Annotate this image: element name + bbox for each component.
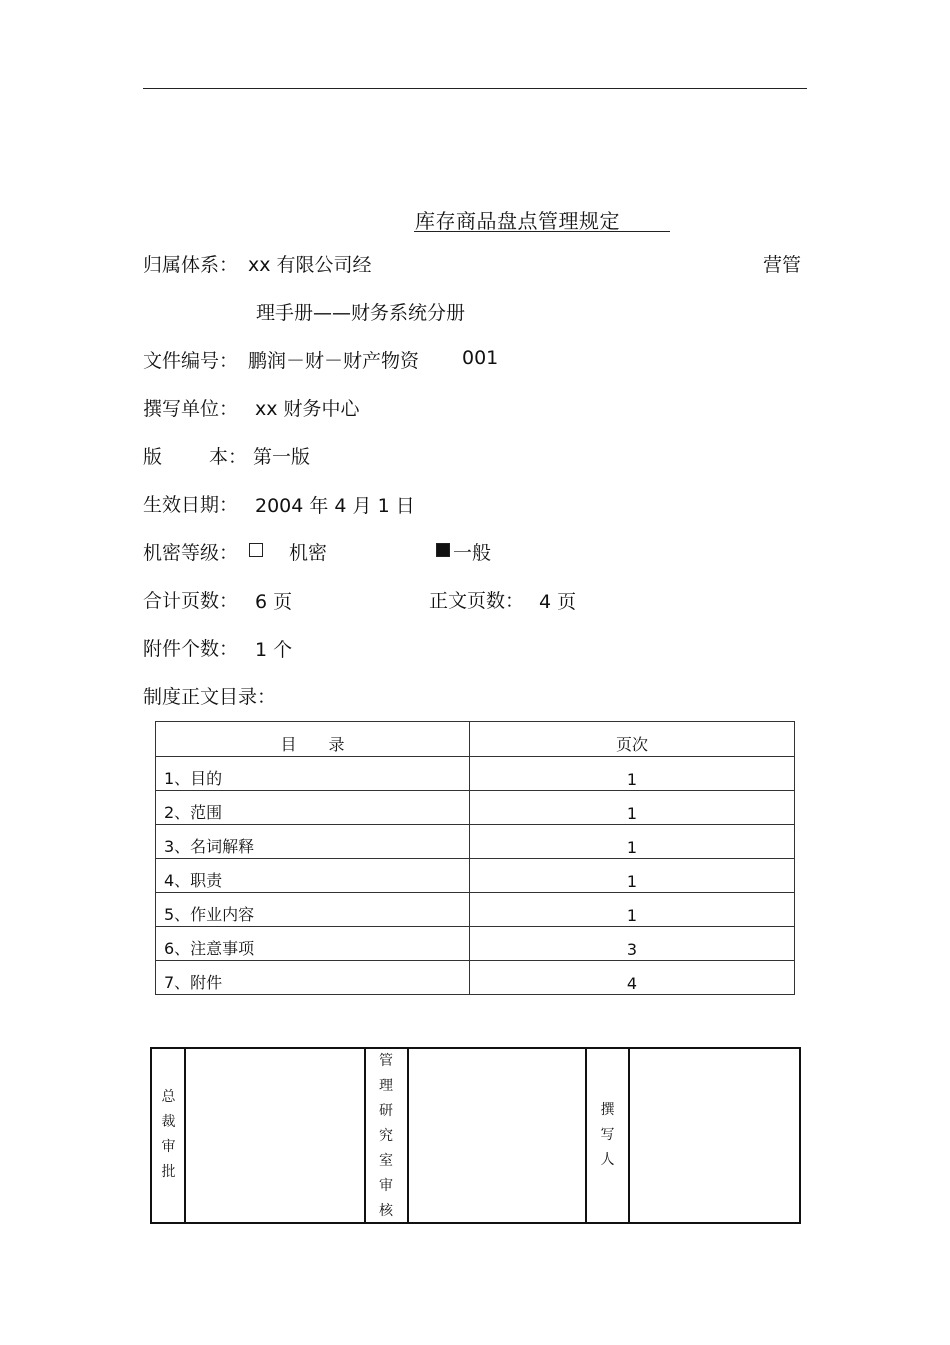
header-rule (143, 88, 807, 89)
system-value-a: xx 有限公司经 (248, 254, 372, 276)
doc-no-value: 鹏润－财－财产物资 (248, 350, 420, 372)
security-opt2: 一般 (453, 542, 492, 564)
toc-item: 4、职责 (156, 859, 470, 893)
system-value-c: 理手册——财务系统分册 (256, 302, 466, 324)
toc-header-item: 目 录 (156, 722, 470, 757)
system-label: 归属体系： (143, 254, 239, 276)
toc-item: 6、注意事项 (156, 927, 470, 961)
doc-no-suffix: 001 (462, 347, 499, 369)
effective-value: 2004 年 4 月 1 日 (255, 495, 415, 517)
security-label: 机密等级： (143, 542, 239, 564)
writer-label: 撰 写 人 (600, 1102, 615, 1168)
version-label-a: 版 (143, 446, 163, 468)
toc-page: 4 (470, 961, 795, 995)
toc-page: 3 (470, 927, 795, 961)
approval-table (150, 1047, 801, 1224)
system-value-b: 营管 (763, 254, 802, 276)
president-approval-label: 总 裁 审 批 (161, 1089, 176, 1180)
toc-page: 1 (470, 859, 795, 893)
total-pages-label: 合计页数： (143, 590, 239, 612)
toc-item: 2、范围 (156, 791, 470, 825)
toc-header-row (156, 722, 795, 757)
author-unit-label: 撰写单位： (143, 398, 239, 420)
doc-no-label: 文件编号： (143, 350, 239, 372)
toc-row (156, 825, 795, 859)
version-label-b: 本： (209, 446, 248, 468)
toc-row (156, 927, 795, 961)
toc-page: 1 (470, 825, 795, 859)
toc-row (156, 961, 795, 995)
toc-item: 1、目的 (156, 757, 470, 791)
body-pages-label: 正文页数： (429, 590, 525, 612)
toc-page: 1 (470, 893, 795, 927)
toc-row (156, 893, 795, 927)
effective-label: 生效日期： (143, 494, 239, 516)
toc-row (156, 757, 795, 791)
president-signature-area (186, 1049, 364, 1222)
total-pages-value: 6 页 (255, 591, 293, 613)
title-underline (414, 231, 670, 232)
version-value: 第一版 (253, 446, 311, 468)
checkbox-general-checked (436, 541, 450, 560)
management-review-label: 管 理 研 究 室 审 核 (379, 1053, 393, 1219)
toc-item: 3、名词解释 (156, 825, 470, 859)
toc-item: 7、附件 (156, 961, 470, 995)
toc-row (156, 859, 795, 893)
toc-item: 5、作业内容 (156, 893, 470, 927)
toc-label: 制度正文目录： (143, 686, 277, 708)
checkbox-confidential (249, 541, 263, 560)
management-signature-area (409, 1049, 585, 1222)
body-pages-value: 4 页 (539, 591, 577, 613)
attach-value: 1 个 (255, 639, 293, 661)
author-unit-value: xx 财务中心 (255, 398, 360, 420)
toc-table (155, 721, 795, 995)
toc-page: 1 (470, 757, 795, 791)
toc-header-page: 页次 (470, 722, 795, 757)
toc-row (156, 791, 795, 825)
document-title: 库存商品盘点管理规定 (415, 209, 620, 233)
attach-label: 附件个数： (143, 638, 239, 660)
toc-page: 1 (470, 791, 795, 825)
writer-signature-area (630, 1049, 799, 1222)
security-opt1: 机密 (289, 542, 328, 564)
